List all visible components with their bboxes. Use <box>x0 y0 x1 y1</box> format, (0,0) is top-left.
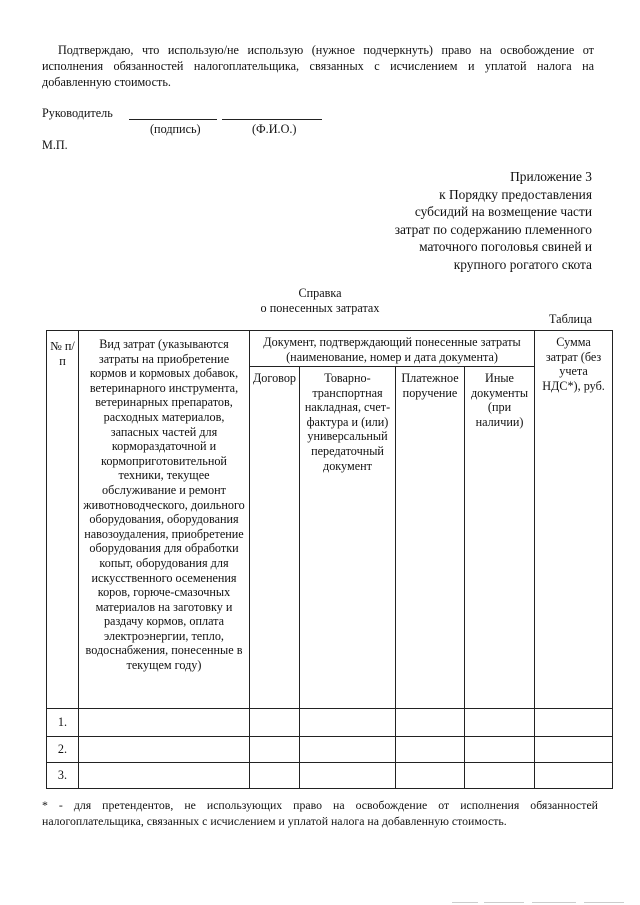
table-cell <box>465 737 535 763</box>
certificate-heading <box>0 286 640 316</box>
table-cell <box>250 709 300 737</box>
table-cell <box>79 763 250 789</box>
table-cell <box>79 737 250 763</box>
name-caption: (Ф.И.О.) <box>252 122 297 136</box>
footnote: * - для претендентов, не использующих право на освобождение от исполнения обязанностей налогоплательщика, связанных с исчислением и уплатой налога на добавленную стоимость. <box>42 798 598 828</box>
certificate-subtitle: о понесенных затратах <box>260 301 380 315</box>
header-other-documents: Иные документы (при наличии) <box>465 367 535 709</box>
table-cell <box>300 763 396 789</box>
table-cell <box>396 737 465 763</box>
table-cell <box>535 737 613 763</box>
table-cell <box>396 763 465 789</box>
table-cell <box>465 709 535 737</box>
header-expense-type: Вид затрат (указываются затраты на приобретение кормов и кормовых добавок, ветеринарного инструмента, ветеринарных препаратов, расходных материалов, запасных частей для кормораздаточной и кормоприготовительной техники, текущее обслуживание и ремонт животноводческого, доильного оборудования, оборудования навозоудаления, приобретение оборудования для обработки копыт, оборудования для искусственного осеменения коров, горюче-смазочных материалов на заготовку и раздачу кормов, оплата электроэнергии, тепло, водоснабжения, понесенные в текущем году) <box>79 331 250 709</box>
row-number: 2. <box>47 737 79 763</box>
row-number: 1. <box>47 709 79 737</box>
divider <box>452 902 478 903</box>
confirmation-text: Подтверждаю, что использую/не использую (нужное подчеркнуть) право на освобождение от исполнения обязанностей налогоплательщика, связанных с исчислением и уплатой налога на добавленную стоимость. <box>42 43 594 89</box>
table-cell <box>465 763 535 789</box>
confirmation-paragraph <box>42 42 594 90</box>
appendix-line: Приложение 3 <box>510 169 592 184</box>
header-invoice: Товарно-транспортная накладная, счет-фактура и (или) универсальный передаточный документ <box>300 367 396 709</box>
signature-line <box>129 119 217 120</box>
header-number: № п/п <box>47 331 79 709</box>
table-row <box>47 763 613 789</box>
table-cell <box>79 709 250 737</box>
appendix-line: субсидий на возмещение части <box>414 204 592 220</box>
table-row <box>47 737 613 763</box>
table-cell <box>396 709 465 737</box>
table-cell <box>250 763 300 789</box>
row-number: 3. <box>47 763 79 789</box>
divider <box>484 902 524 903</box>
header-sum: Сумма затрат (без учета НДС*), руб. <box>535 331 613 709</box>
header-payment-order: Платежное поручение <box>396 367 465 709</box>
certificate-title: Справка <box>298 286 342 300</box>
stamp-label: М.П. <box>42 138 68 152</box>
appendix-line: маточного поголовья свиней и <box>419 239 592 255</box>
table-cell <box>535 709 613 737</box>
signature-caption: (подпись) <box>150 122 201 136</box>
header-contract: Договор <box>250 367 300 709</box>
appendix-header <box>332 168 592 274</box>
header-document-group: Документ, подтверждающий понесенные затраты (наименование, номер и дата документа) <box>250 331 535 367</box>
appendix-line: затрат по содержанию племенного <box>394 221 592 237</box>
appendix-line: крупного рогатого скота <box>453 256 592 272</box>
expenses-table <box>46 330 613 789</box>
head-label: Руководитель <box>42 106 113 120</box>
table-cell <box>300 709 396 737</box>
table-cell <box>535 763 613 789</box>
table-row <box>47 709 613 737</box>
divider <box>532 902 576 903</box>
table-cell <box>300 737 396 763</box>
table-cell <box>250 737 300 763</box>
divider <box>584 902 624 903</box>
table-label: Таблица <box>549 312 592 326</box>
name-line <box>222 119 322 120</box>
appendix-line: к Порядку предоставления <box>439 186 592 202</box>
